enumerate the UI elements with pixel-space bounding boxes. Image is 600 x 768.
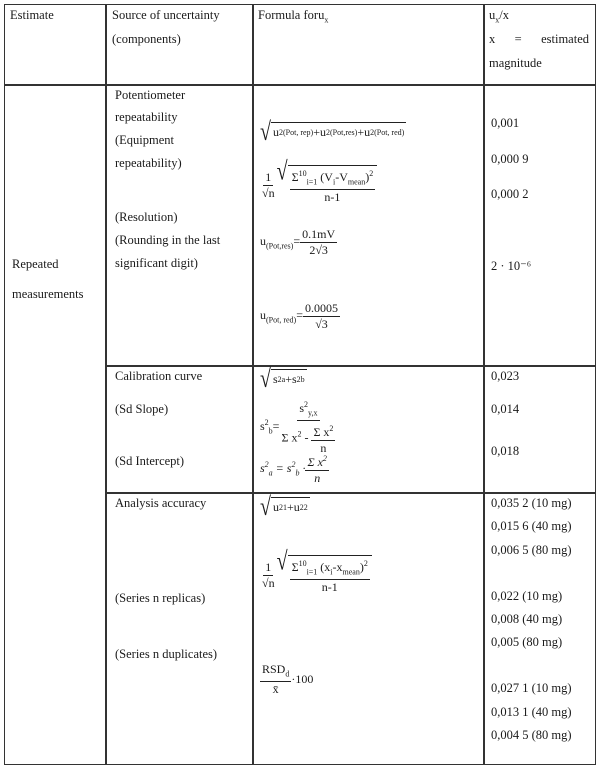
column-divider [105, 5, 107, 764]
formula-intercept: $s^2_a = s^2_b$ · $\frac{\Sigma x^2}{n}$ [260, 451, 329, 486]
value-item: 0,023 [491, 369, 520, 383]
value-item: 0,006 5 (80 mg) [491, 543, 572, 557]
value-item: 0,013 1 (40 mg) [491, 705, 572, 719]
value-item: 0,001 [491, 116, 520, 130]
value-item: 0,014 [491, 402, 520, 416]
header-ratio-line2: x = estimated [489, 32, 589, 46]
header-estimate: Estimate [10, 8, 54, 22]
value-item: 0,022 (10 mg) [491, 589, 563, 603]
header-ratio-line3: magnitude [489, 56, 542, 70]
source-item: (Sd Intercept) [115, 454, 185, 468]
source-item: (Sd Slope) [115, 402, 169, 416]
value-item: 0,027 1 (10 mg) [491, 681, 572, 695]
source-item: repeatability) [115, 156, 182, 170]
formula-resolution: $u_{(Pot,res)}=$ $\frac{0.1mV}{2√3}$ [260, 227, 336, 257]
value-item: 2 · 10⁻⁶ [491, 259, 532, 273]
header-source-line1: Source of uncertainty [112, 8, 220, 22]
source-item: (Resolution) [115, 210, 178, 224]
row-divider [105, 492, 595, 494]
formula-duplicates: $\frac{RSD_d}{x̄}$ ·100 [262, 662, 314, 697]
source-item: Potentiometer [115, 88, 186, 102]
value-item: 0,035 2 (10 mg) [491, 496, 572, 510]
value-item: 0,004 5 (80 mg) [491, 728, 572, 742]
estimate-line1: Repeated [12, 257, 59, 271]
value-item: 0,015 6 (40 mg) [491, 519, 572, 533]
formula-combined-calibration: √ s 2 a +s 2 b [260, 364, 305, 394]
formula-repeatability: $\frac{1}{√n}$ √ $\frac{\Sigma^{10}_{i=1} (V_i-V_{mean})^2}{n-1}$ [260, 165, 377, 205]
source-item: (Equipment [115, 133, 175, 147]
header-ratio: $u_x/x$ [489, 8, 509, 25]
column-divider [483, 5, 485, 764]
formula-combined-accuracy: √ u 2 1 +u 2 2 [260, 492, 308, 522]
row-divider [105, 365, 595, 367]
formula-replicas: $\frac{1}{√n}$ √ $\frac{\Sigma^{10}_{i=1} (x_i-x_{mean})^2}{n-1}$ [260, 555, 372, 595]
source-item: (Rounding in the last [115, 233, 221, 247]
source-item: (Series n replicas) [115, 591, 206, 605]
column-divider [252, 5, 254, 764]
source-item: repeatability [115, 110, 178, 124]
estimate-line2: measurements [12, 287, 84, 301]
value-item: 0,000 2 [491, 187, 529, 201]
value-item: 0,018 [491, 444, 520, 458]
uncertainty-table [4, 4, 596, 765]
formula-slope: $s^2_b=$ $s^2_{y,x}$ Σ $x^2$ - $\frac{\Sigma x^2}{n}$ [260, 397, 337, 456]
formula-combined-potentiometer: √ u 2 (Pot, rep) +u 2 (Pot,res) +u 2 (Pot, red) [260, 117, 405, 147]
source-item: Analysis accuracy [115, 496, 207, 510]
formula-rounding: $u_{(Pot, red)}=$ $\frac{0.0005}{√3}$ [260, 301, 338, 331]
header-source-line2: (components) [112, 32, 181, 46]
source-item: Calibration curve [115, 369, 203, 383]
value-item: 0,005 (80 mg) [491, 635, 563, 649]
value-item: 0,008 (40 mg) [491, 612, 563, 626]
value-item: 0,000 9 [491, 152, 529, 166]
header-divider [5, 84, 595, 86]
source-item: (Series n duplicates) [115, 647, 218, 661]
header-formula: Formula foru$_x$ [258, 8, 329, 25]
source-item: significant digit) [115, 256, 198, 270]
